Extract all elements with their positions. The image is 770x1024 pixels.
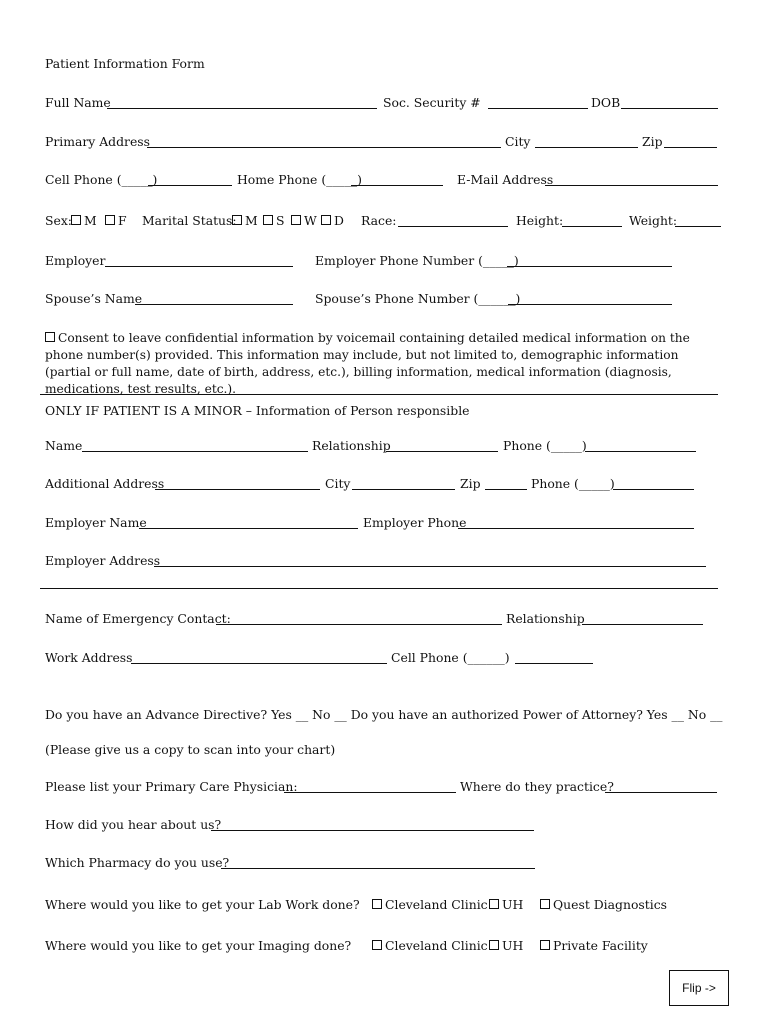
- advance-directive-question: Do you have an Advance Directive? Yes __ No __ Do you have an authorized Power of Attorney? Yes __ No __: [45, 707, 723, 722]
- height-field[interactable]: [562, 226, 622, 227]
- copy-note: (Please give us a copy to scan into your chart): [45, 742, 336, 757]
- spouse-row: [45, 290, 722, 308]
- pharmacy-field[interactable]: [221, 868, 535, 869]
- phone-row: [45, 171, 722, 189]
- cell-phone-field[interactable]: [148, 185, 232, 186]
- weight-field[interactable]: [675, 226, 721, 227]
- lab-cleveland-label: Cleveland Clinic: [385, 897, 488, 912]
- marital-s-label: S: [276, 213, 285, 228]
- pcp-row: [45, 778, 722, 796]
- minor-zip-field[interactable]: [485, 489, 527, 490]
- minor-relationship-field[interactable]: [386, 451, 498, 452]
- minor-employer-name-label: Employer Name: [45, 515, 147, 530]
- ssn-field[interactable]: [488, 108, 588, 109]
- sex-female-option[interactable]: [105, 212, 127, 230]
- lab-uh-label: UH: [502, 897, 524, 912]
- where-practice-label: Where do they practice?: [460, 779, 614, 794]
- imaging-uh-option[interactable]: [489, 937, 523, 955]
- dob-label: DOB: [591, 95, 621, 110]
- minor-zip-label: Zip: [460, 476, 481, 491]
- minor-heading-row: [45, 402, 722, 420]
- imaging-label: Where would you like to get your Imaging done?: [45, 938, 352, 953]
- employer-row: [45, 252, 722, 270]
- minor-phone2-field[interactable]: [613, 489, 694, 490]
- pharmacy-row: [45, 854, 722, 872]
- minor-employer-phone-label: Employer Phone: [363, 515, 467, 530]
- emergency-relationship-label: Relationship: [506, 611, 585, 626]
- imaging-private-label: Private Facility: [553, 938, 648, 953]
- home-phone-field[interactable]: [351, 185, 443, 186]
- spouse-name-label: Spouse’s Name: [45, 291, 143, 306]
- zip-label: Zip: [642, 134, 663, 149]
- spouse-phone-field[interactable]: [508, 304, 672, 305]
- demographics-row: [45, 212, 722, 230]
- marital-d-label: D: [334, 213, 344, 228]
- lab-cleveland-option[interactable]: [372, 896, 488, 914]
- imaging-cleveland-label: Cleveland Clinic: [385, 938, 488, 953]
- minor-employer-row: [45, 514, 722, 532]
- minor-heading: ONLY IF PATIENT IS A MINOR – Information of Person responsible: [45, 403, 470, 418]
- lab-uh-option[interactable]: [489, 896, 523, 914]
- consent-paragraph: [45, 330, 725, 398]
- emergency-contact-field[interactable]: [216, 624, 502, 625]
- dob-field[interactable]: [621, 108, 718, 109]
- section-divider: [40, 588, 718, 589]
- full-name-field[interactable]: [107, 108, 377, 109]
- flip-page-button[interactable]: Flip ->: [669, 970, 729, 1006]
- checkbox-icon[interactable]: [489, 899, 499, 909]
- minor-name-label: Name: [45, 438, 83, 453]
- marital-s-option[interactable]: [263, 212, 285, 230]
- additional-address-field[interactable]: [155, 489, 320, 490]
- sex-label: Sex:: [45, 213, 72, 228]
- pcp-field[interactable]: [284, 792, 456, 793]
- emergency-relationship-field[interactable]: [582, 624, 703, 625]
- checkbox-icon[interactable]: [291, 215, 301, 225]
- minor-address-row: [45, 475, 722, 493]
- checkbox-icon[interactable]: [540, 899, 550, 909]
- hear-about-row: [45, 816, 722, 834]
- emergency-cell-field[interactable]: [515, 663, 593, 664]
- marital-status-label: Marital Status:: [142, 213, 237, 228]
- full-name-label: Full Name: [45, 95, 111, 110]
- minor-name-field[interactable]: [82, 451, 308, 452]
- checkbox-icon[interactable]: [489, 940, 499, 950]
- ssn-label: Soc. Security #: [383, 95, 481, 110]
- checkbox-icon[interactable]: [105, 215, 115, 225]
- hear-about-field[interactable]: [211, 830, 534, 831]
- checkbox-icon[interactable]: [372, 940, 382, 950]
- minor-employer-address-row: [45, 552, 722, 570]
- additional-address-label: Additional Address: [45, 476, 165, 491]
- primary-address-label: Primary Address: [45, 134, 151, 149]
- cell-phone-label: Cell Phone (_____): [45, 172, 158, 187]
- home-phone-label: Home Phone (_____): [237, 172, 362, 187]
- form-title: Patient Information Form: [45, 56, 205, 71]
- checkbox-icon[interactable]: [71, 215, 81, 225]
- minor-phone-label: Phone (_____): [503, 438, 587, 453]
- primary-address-row: [45, 133, 722, 151]
- where-practice-field[interactable]: [605, 792, 717, 793]
- checkbox-icon[interactable]: [540, 940, 550, 950]
- minor-employer-address-field[interactable]: [154, 566, 706, 567]
- pcp-label: Please list your Primary Care Physician:: [45, 779, 298, 794]
- lab-quest-label: Quest Diagnostics: [553, 897, 668, 912]
- spouse-phone-label: Spouse’s Phone Number (______): [315, 291, 521, 306]
- email-field[interactable]: [545, 185, 718, 186]
- minor-employer-phone-field[interactable]: [458, 528, 694, 529]
- race-label: Race:: [361, 213, 397, 228]
- copy-note-row: [45, 741, 722, 759]
- emergency-cell-label: Cell Phone (______): [391, 650, 510, 665]
- consent-text: Consent to leave confidential information by voicemail containing detailed medical information on the phone number(s) provided. This information may include, but not limited to, demographic information (partial or full name, date of birth, address, etc.), billing information, medical information (diagnosis, medications, test results, etc.).: [45, 331, 690, 396]
- sex-female-label: F: [118, 213, 127, 228]
- minor-phone2-label: Phone (_____): [531, 476, 615, 491]
- zip-field[interactable]: [664, 147, 717, 148]
- section-divider: [40, 394, 718, 395]
- work-address-row: [45, 649, 722, 667]
- sex-male-option[interactable]: [71, 212, 97, 230]
- hear-about-label: How did you hear about us?: [45, 817, 222, 832]
- sex-male-label: M: [84, 213, 97, 228]
- full-name-row: [45, 94, 722, 112]
- imaging-row: [45, 937, 722, 955]
- employer-field[interactable]: [105, 266, 293, 267]
- minor-employer-address-label: Employer Address: [45, 553, 161, 568]
- lab-work-label: Where would you like to get your Lab Work done?: [45, 897, 360, 912]
- employer-phone-field[interactable]: [507, 266, 672, 267]
- imaging-private-option[interactable]: [540, 937, 648, 955]
- minor-phone-field[interactable]: [585, 451, 696, 452]
- employer-phone-label: Employer Phone Number (_____): [315, 253, 519, 268]
- minor-relationship-label: Relationship: [312, 438, 391, 453]
- minor-city-label: City: [325, 476, 351, 491]
- lab-work-row: [45, 896, 722, 914]
- marital-m-label: M: [245, 213, 258, 228]
- marital-d-option[interactable]: [321, 212, 344, 230]
- marital-w-label: W: [304, 213, 317, 228]
- city-field[interactable]: [535, 147, 638, 148]
- emergency-contact-row: [45, 610, 722, 628]
- lab-quest-option[interactable]: [540, 896, 667, 914]
- work-address-label: Work Address: [45, 650, 133, 665]
- minor-name-row: [45, 437, 722, 455]
- checkbox-icon[interactable]: [372, 899, 382, 909]
- email-label: E-Mail Address: [457, 172, 554, 187]
- city-label: City: [505, 134, 531, 149]
- weight-label: Weight:: [629, 213, 678, 228]
- imaging-cleveland-option[interactable]: [372, 937, 488, 955]
- pharmacy-label: Which Pharmacy do you use?: [45, 855, 230, 870]
- marital-m-option[interactable]: [232, 212, 258, 230]
- advance-directive-row: [45, 706, 722, 724]
- consent-checkbox-icon[interactable]: [45, 332, 55, 342]
- primary-address-field[interactable]: [147, 147, 501, 148]
- height-label: Height:: [516, 213, 564, 228]
- emergency-contact-label: Name of Emergency Contact:: [45, 611, 231, 626]
- imaging-uh-label: UH: [502, 938, 524, 953]
- minor-city-field[interactable]: [352, 489, 455, 490]
- checkbox-icon[interactable]: [321, 215, 331, 225]
- marital-w-option[interactable]: [291, 212, 317, 230]
- race-field[interactable]: [398, 226, 508, 227]
- checkbox-icon[interactable]: [232, 215, 242, 225]
- spouse-name-field[interactable]: [135, 304, 293, 305]
- employer-label: Employer: [45, 253, 106, 268]
- minor-employer-name-field[interactable]: [139, 528, 358, 529]
- checkbox-icon[interactable]: [263, 215, 273, 225]
- work-address-field[interactable]: [131, 663, 387, 664]
